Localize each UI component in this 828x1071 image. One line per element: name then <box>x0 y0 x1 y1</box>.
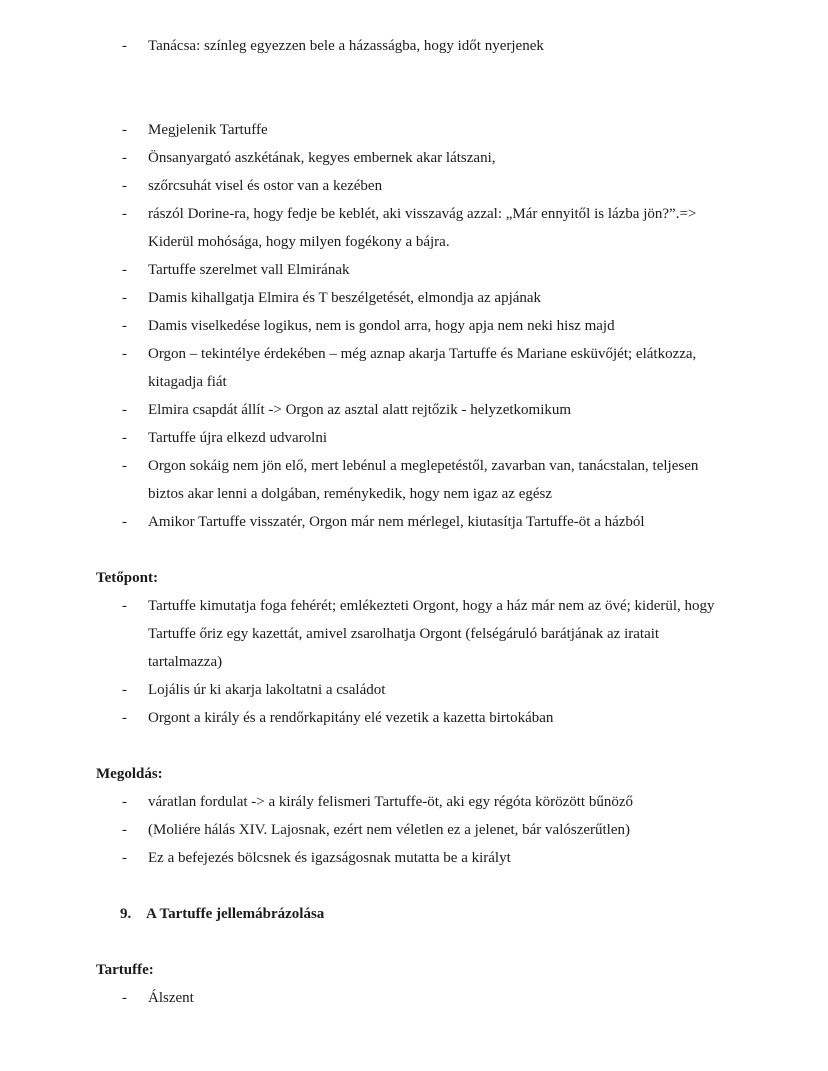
bullet-dash: - <box>122 346 127 362</box>
bullet-item <box>96 676 736 704</box>
bullet-dash: - <box>122 850 127 866</box>
bullet-text: (Moliére hálás XIV. Lajosnak, ezért nem véletlen ez a jelenet, bár valószerűtlen) <box>148 822 631 838</box>
bullet-text: Tanácsa: színleg egyezzen bele a házasságba, hogy időt nyerjenek <box>148 38 544 54</box>
heading-text: A Tartuffe jellemábrázolása <box>146 906 325 922</box>
bullet-item <box>96 396 736 424</box>
bullet-item <box>96 144 736 172</box>
blank-line <box>96 536 736 564</box>
bullet-item <box>96 312 736 340</box>
bullet-text: Elmira csapdát állít -> Orgon az asztal alatt rejtőzik - helyzetkomikum <box>148 402 572 418</box>
blank-line <box>96 872 736 900</box>
document-body <box>96 32 736 1012</box>
numbered-heading <box>96 900 736 928</box>
bullet-text: Önsanyargató aszkétának, kegyes embernek akar látszani, <box>148 150 496 166</box>
bullet-item <box>96 452 736 508</box>
bullet-text: Lojális úr ki akarja lakoltatni a családot <box>148 682 386 698</box>
bullet-dash: - <box>122 710 127 726</box>
bullet-text: Tartuffe kimutatja foga fehérét; emlékezteti Orgont, hogy a ház már nem az övé; kiderül, hogy Tartuffe őriz egy kazettát, amivel zsarolhatja Orgont (felségáruló barátjának az iratait tartalmazza) <box>148 598 715 670</box>
bullet-item <box>96 424 736 452</box>
bullet-item <box>96 256 736 284</box>
section-heading: Megoldás: <box>96 766 163 782</box>
bullet-dash: - <box>122 262 127 278</box>
bullet-dash: - <box>122 206 127 222</box>
bullet-item <box>96 788 736 816</box>
bullet-item <box>96 284 736 312</box>
blank-line <box>96 60 736 116</box>
bullet-text: szőrcsuhát visel és ostor van a kezében <box>148 178 383 194</box>
bullet-dash: - <box>122 822 127 838</box>
bullet-dash: - <box>122 794 127 810</box>
bullet-dash: - <box>122 122 127 138</box>
bullet-text: rászól Dorine-ra, hogy fedje be keblét, aki visszavág azzal: „Már ennyitől is lázba jön?”.=> Kiderül mohósága, hogy milyen fogékony a bájra. <box>148 206 697 250</box>
heading-number: 9. <box>120 906 132 922</box>
bullet-text: Megjelenik Tartuffe <box>148 122 268 138</box>
bullet-text: Damis viselkedése logikus, nem is gondol arra, hogy apja nem neki hisz majd <box>148 318 615 334</box>
bullet-dash: - <box>122 402 127 418</box>
bullet-text: Tartuffe szerelmet vall Elmirának <box>148 262 350 278</box>
bullet-text: Orgon sokáig nem jön elő, mert lebénul a meglepetéstől, zavarban van, tanácstalan, teljesen biztos akar lenni a dolgában, reménykedik, hogy nem igaz az egész <box>148 458 699 502</box>
bullet-dash: - <box>122 178 127 194</box>
bullet-text: Orgont a király és a rendőrkapitány elé vezetik a kazetta birtokában <box>148 710 554 726</box>
bullet-item <box>96 508 736 536</box>
bullet-text: váratlan fordulat -> a király felismeri Tartuffe-öt, aki egy régóta körözött bűnöző <box>148 794 634 810</box>
bullet-dash: - <box>122 38 127 54</box>
bullet-dash: - <box>122 458 127 474</box>
bullet-text: Tartuffe újra elkezd udvarolni <box>148 430 328 446</box>
bullet-dash: - <box>122 990 127 1006</box>
blank-line <box>96 732 736 760</box>
bullet-item <box>96 32 736 60</box>
bullet-text: Ez a befejezés bölcsnek és igazságosnak mutatta be a királyt <box>148 850 511 866</box>
bullet-text: Orgon – tekintélye érdekében – még aznap akarja Tartuffe és Mariane esküvőjét; elátkozza, kitagadja fiát <box>148 346 697 390</box>
blank-line <box>96 928 736 956</box>
bullet-text: Damis kihallgatja Elmira és T beszélgetését, elmondja az apjának <box>148 290 542 306</box>
bullet-item <box>96 816 736 844</box>
section-heading: Tartuffe: <box>96 962 154 978</box>
bullet-dash: - <box>122 514 127 530</box>
section-heading: Tetőpont: <box>96 570 158 586</box>
bullet-item <box>96 116 736 144</box>
bullet-item <box>96 340 736 396</box>
bullet-dash: - <box>122 598 127 614</box>
bullet-text: Álszent <box>148 990 194 1006</box>
bullet-item <box>96 592 736 676</box>
bullet-item <box>96 984 736 1012</box>
bullet-item <box>96 844 736 872</box>
bullet-dash: - <box>122 682 127 698</box>
bullet-dash: - <box>122 290 127 306</box>
bullet-dash: - <box>122 150 127 166</box>
bullet-dash: - <box>122 318 127 334</box>
bullet-item <box>96 200 736 256</box>
bullet-item <box>96 704 736 732</box>
bullet-text: Amikor Tartuffe visszatér, Orgon már nem mérlegel, kiutasítja Tartuffe-öt a házból <box>148 514 645 530</box>
bullet-item <box>96 172 736 200</box>
bullet-dash: - <box>122 430 127 446</box>
